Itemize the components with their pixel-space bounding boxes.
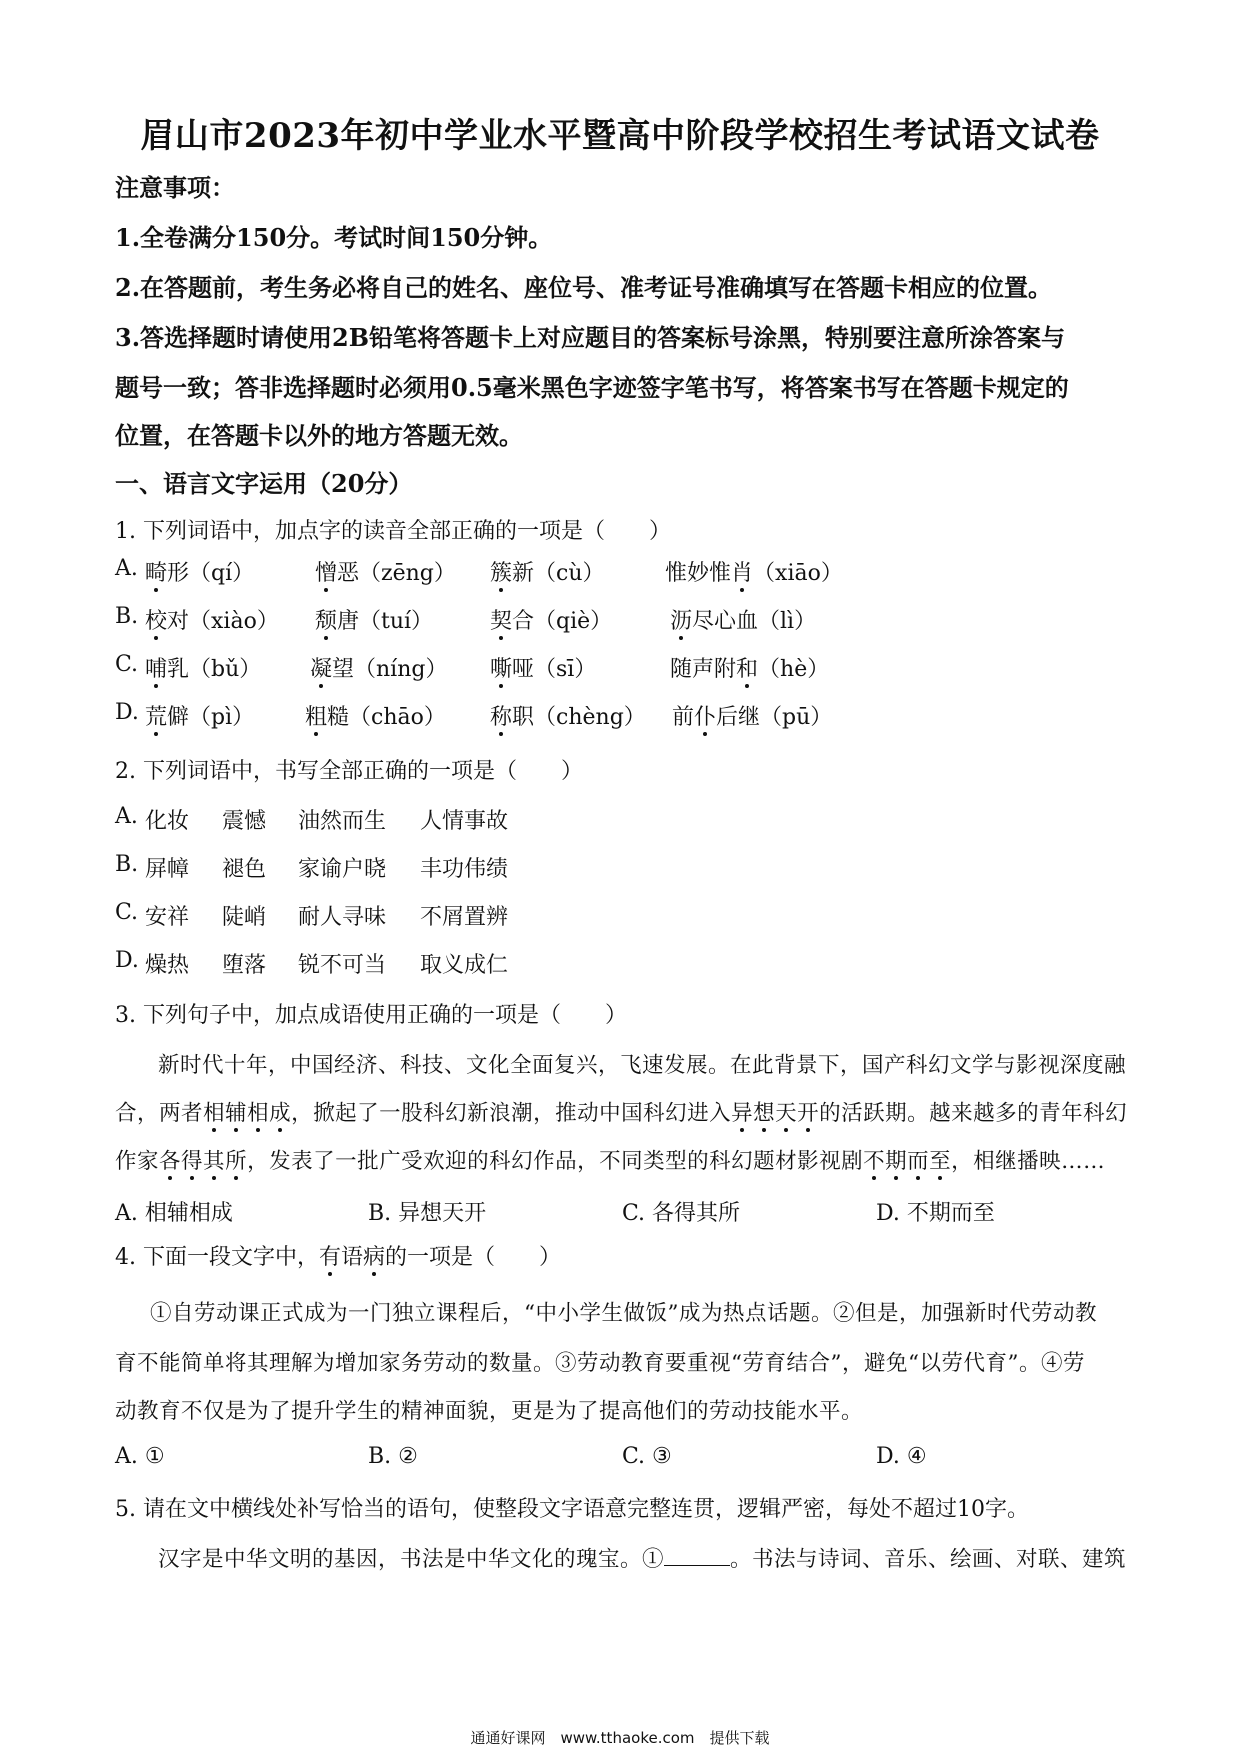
word: 哺乳（bǔ） xyxy=(145,652,261,683)
option-c: C. ③ xyxy=(622,1444,672,1469)
word: 荒僻（pì） xyxy=(145,700,254,731)
option-b: B. ② xyxy=(368,1444,418,1469)
dotted-idiom: 各得其所 xyxy=(159,1149,247,1174)
option-b: B. 异想天开 xyxy=(368,1201,487,1226)
word: 不屑置辨 xyxy=(420,905,509,930)
q3-passage-line-1: 新时代十年，中国经济、科技、文化全面复兴，飞速发展。在此背景下，国产科幻文学与影视深度融 xyxy=(158,1053,1127,1078)
word: 沥尽心血（lì） xyxy=(670,604,816,635)
q5-passage-line-1: 汉字是中华文明的基因，书法是中华文化的瑰宝。① 。书法与诗词、音乐、绘画、对联、建筑 xyxy=(158,1547,1127,1572)
q4-passage-line-1: ①自劳动课正式成为一门独立课程后，“中小学生做饭”成为热点话题。②但是，加强新时代劳动教 xyxy=(150,1301,1097,1326)
option-label: B. xyxy=(115,604,139,629)
word: 校对（xiào） xyxy=(145,604,279,635)
q4-passage-line-3: 动教育不仅是为了提升学生的精神面貌，更是为了提高他们的劳动技能水平。 xyxy=(115,1399,864,1424)
word: 取义成仁 xyxy=(420,953,509,978)
q1-stem: 1. 下列词语中，加点字的读音全部正确的一项是（ ） xyxy=(115,519,671,544)
word: 前仆后继（pū） xyxy=(672,700,832,731)
option-c: C. 各得其所 xyxy=(622,1201,741,1226)
option-a: A. ① xyxy=(115,1444,165,1469)
notice-item-3-cont: 题号一致；答非选择题时必须用0.5毫米黑色字迹签字笔书写，将答案书写在答题卡规定的 xyxy=(115,373,1069,402)
option-label: A. xyxy=(115,804,138,829)
word: 油然而生 xyxy=(298,809,387,834)
option-d: D. 不期而至 xyxy=(876,1201,995,1226)
dotted-idiom: 不期而至 xyxy=(863,1149,951,1174)
word: 嘶哑（sī） xyxy=(490,652,596,683)
word: 燥热 xyxy=(145,953,190,978)
word: 契合（qiè） xyxy=(490,604,612,635)
notice-heading: 注意事项： xyxy=(115,173,235,202)
q2-stem: 2. 下列词语中，书写全部正确的一项是（ ） xyxy=(115,759,583,784)
notice-item-1: 1.全卷满分150分。考试时间150分钟。 xyxy=(115,223,553,252)
notice-item-3-end: 位置，在答题卡以外的地方答题无效。 xyxy=(115,421,523,450)
word: 耐人寻味 xyxy=(298,905,387,930)
footer: 通通好课网 www.tthaoke.com 提供下载 xyxy=(470,1729,770,1747)
word: 凝望（níng） xyxy=(310,652,447,683)
word: 惟妙惟肖（xiāo） xyxy=(665,556,843,587)
word: 憎恶（zēng） xyxy=(315,556,456,587)
option-a: A. 相辅相成 xyxy=(115,1201,233,1226)
word: 粗糙（chāo） xyxy=(305,700,446,731)
section-heading: 一、语言文字运用（20分） xyxy=(115,469,413,498)
dotted-idiom: 相辅相成 xyxy=(203,1101,291,1126)
word: 家谕户晓 xyxy=(298,857,387,882)
option-label: B. xyxy=(115,852,139,877)
word: 畸形（qí） xyxy=(145,556,254,587)
dotted-idiom: 异想天开 xyxy=(731,1101,819,1126)
word: 簇新（cù） xyxy=(490,556,605,587)
page-title: 眉山市2023年初中学业水平暨高中阶段学校招生考试语文试卷 xyxy=(140,116,1100,156)
q3-passage-line-3: 作家各得其所，发表了一批广受欢迎的科幻作品，不同类型的科幻题材影视剧不期而至，相继播映…… xyxy=(115,1144,1105,1175)
q3-stem: 3. 下列句子中，加点成语使用正确的一项是（ ） xyxy=(115,1003,627,1028)
answer-blank[interactable] xyxy=(664,1545,730,1566)
q4-passage-line-2: 育不能简单将其理解为增加家务劳动的数量。③劳动教育要重视“劳育结合”，避免“以劳代育”。④劳 xyxy=(115,1351,1085,1376)
option-d: D. ④ xyxy=(876,1444,927,1469)
option-label: C. xyxy=(115,652,139,677)
word: 丰功伟绩 xyxy=(420,857,509,882)
word: 人情事故 xyxy=(420,809,509,834)
notice-item-3: 3.答选择题时请使用2B铅笔将答题卡上对应题目的答案标号涂黑，特别要注意所涂答案与 xyxy=(115,323,1066,352)
word: 屏幛 xyxy=(145,857,190,882)
word: 褪色 xyxy=(222,857,267,882)
option-label: D. xyxy=(115,700,139,725)
option-label: D. xyxy=(115,948,139,973)
option-label: A. xyxy=(115,556,138,581)
word: 安祥 xyxy=(145,905,190,930)
q4-stem: 4. 下面一段文字中，有语病的一项是（ ） xyxy=(115,1240,561,1271)
q5-stem: 5. 请在文中横线处补写恰当的语句，使整段文字语意完整连贯，逻辑严密，每处不超过10字。 xyxy=(115,1497,1029,1522)
notice-item-2: 2.在答题前，考生务必将自己的姓名、座位号、准考证号准确填写在答题卡相应的位置。 xyxy=(115,273,1053,302)
word: 称职（chèng） xyxy=(490,700,646,731)
word: 颓唐（tuí） xyxy=(315,604,433,635)
word: 陡峭 xyxy=(222,905,267,930)
word: 震憾 xyxy=(222,809,267,834)
q3-passage-line-2: 合，两者相辅相成，掀起了一股科幻新浪潮，推动中国科幻进入异想天开的活跃期。越来越多的青年科幻 xyxy=(115,1096,1127,1127)
word: 锐不可当 xyxy=(298,953,387,978)
word: 随声附和（hè） xyxy=(670,652,829,683)
word: 化妆 xyxy=(145,809,190,834)
word: 堕落 xyxy=(222,953,267,978)
option-label: C. xyxy=(115,900,139,925)
